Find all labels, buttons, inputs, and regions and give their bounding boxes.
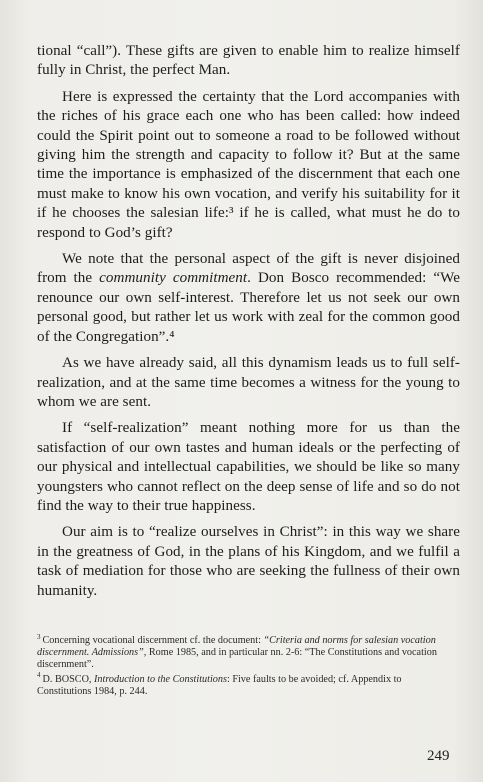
paragraph (37, 250, 460, 347)
footnote-text: , Rome 1985, and in particular nn. 2-6: “The Constitutions and vocation discernment”. (37, 647, 437, 671)
footnote (37, 671, 451, 698)
paragraph-text: . Don Bosco recommended: “We renounce our own self-interest. Therefore let us not seek our own personal good, but rather let us work with zeal for the common good of the Congregation”.⁴ (37, 270, 460, 345)
footnote-text: : Five faults to be avoided; cf. Appendix to Constitutions 1984, p. 244. (37, 673, 402, 697)
footnote-text: D. BOSCO, (42, 673, 95, 685)
paragraph: tional “call”). These gifts are given to enable him to realize himself fully in Christ, the perfect Man. (37, 43, 460, 79)
footnote (37, 632, 451, 672)
footnote-italic: “Criteria and norms for salesian vocation discernment. Admissions” (37, 635, 436, 659)
paragraph: If “self-realization” meant nothing more for us than the satisfaction of our own tastes and human ideals or the perfecting of our physical and intellectual capabilities, we should be like so many youngsters who cannot reflect on the deep sense of life and so do not find the way to their true happiness. (37, 420, 460, 514)
footnote-number: 3 (37, 632, 41, 641)
footnote-italic: Introduction to the Constitutions (94, 673, 227, 685)
body-text (37, 42, 460, 601)
page-number: 249 (427, 748, 450, 764)
footnote-number: 4 (37, 671, 41, 680)
paragraph: Here is expressed the certainty that the Lord accompanies with the riches of his grace each one who has been called: how indeed could the Spirit point out to someone a road to be followed without giving him the strength and capacity to follow it? But at the same time the importance is emphasized of the discernment that each one must make to know his own vocation, and verify his suitability for it if he chooses the salesian life:³ if he is called, what must he do to respond to God’s gift? (37, 88, 460, 241)
italic-phrase: community commitment (99, 270, 248, 287)
paragraph: Our aim is to “realize ourselves in Christ”: in this way we share in the greatness of God, in the plans of his Kingdom, and we fulfil a task of mediation for those who are seeking the fullness of their own humanity. (37, 524, 460, 599)
footnote-text: Concerning vocational discernment cf. the document: (42, 635, 264, 646)
footnotes (37, 632, 451, 700)
paragraph-text: We note that the personal aspect of the gift is never disjoined from the (37, 251, 460, 287)
paragraph: As we have already said, all this dynamism leads us to full self-realization, and at the same time becomes a witness for the young to whom we are sent. (37, 355, 460, 410)
